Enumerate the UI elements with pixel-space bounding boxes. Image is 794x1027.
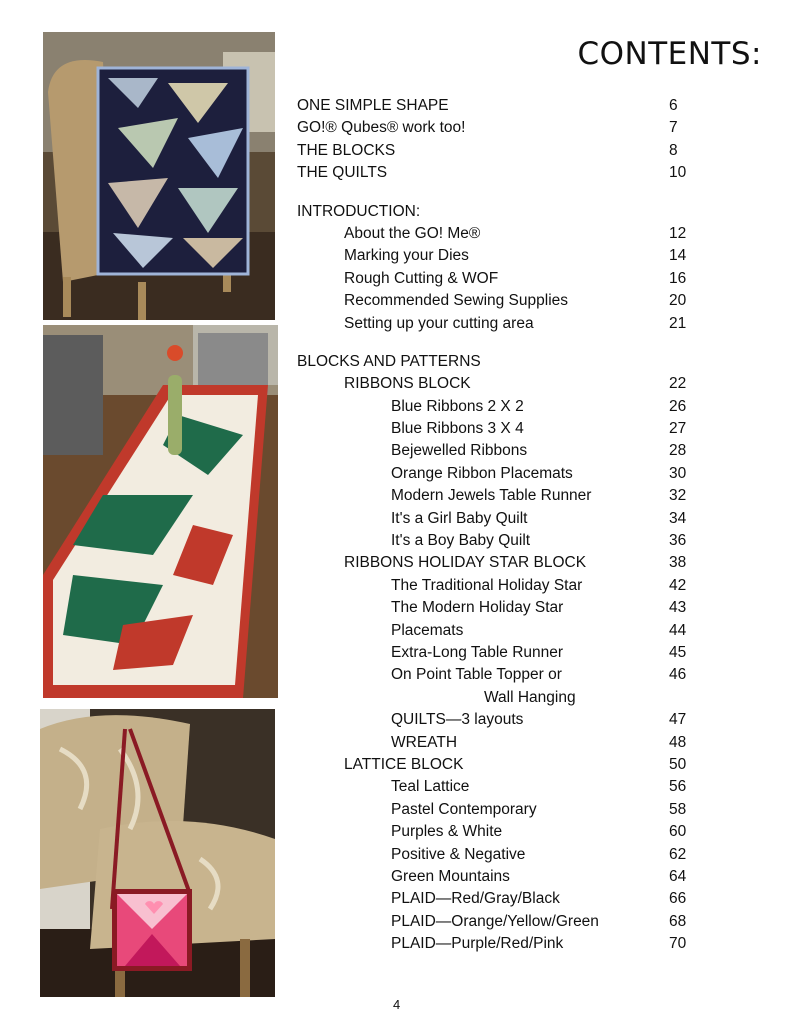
toc-entry[interactable]: Bejewelled Ribbons 28: [391, 442, 687, 460]
toc-entry[interactable]: PLAID—Red/Gray/Black 66: [391, 890, 687, 908]
toc-entry[interactable]: The Traditional Holiday Star 42: [391, 576, 687, 594]
toc-section-blocks: [297, 351, 707, 956]
toc-entry[interactable]: THE QUILTS 10: [297, 164, 687, 182]
toc-entry[interactable]: Blue Ribbons 2 X 2 26: [391, 397, 687, 415]
toc-heading: INTRODUCTION:: [297, 202, 421, 220]
table-of-contents: [297, 95, 707, 955]
toc-entry[interactable]: Green Mountains 64: [391, 867, 687, 885]
page-number: 4: [393, 997, 401, 1012]
toc-entry[interactable]: ONE SIMPLE SHAPE 6: [297, 97, 678, 114]
bag-photo: [40, 709, 275, 997]
toc-entry[interactable]: RIBBONS BLOCK 22: [344, 375, 687, 393]
toc-entry[interactable]: Marking your Dies 14: [344, 247, 687, 265]
quilt-photo: [43, 32, 275, 320]
toc-entry[interactable]: Pastel Contemporary 58: [391, 800, 687, 818]
toc-section-introduction: [297, 201, 707, 335]
toc-entry[interactable]: Positive & Negative 62: [391, 845, 687, 863]
toc-entry[interactable]: PLAID—Purple/Red/Pink 70: [391, 935, 687, 953]
toc-entry[interactable]: Orange Ribbon Placemats 30: [391, 464, 687, 482]
toc-entry[interactable]: Rough Cutting & WOF 16: [344, 269, 687, 287]
table-runner-photo: [43, 325, 278, 698]
toc-entry[interactable]: Placemats 44: [391, 621, 687, 639]
toc-entry[interactable]: Blue Ribbons 3 X 4 27: [391, 420, 687, 438]
toc-entry[interactable]: Purples & White 60: [391, 823, 687, 841]
toc-entry[interactable]: Setting up your cutting area 21: [344, 314, 687, 332]
toc-entry[interactable]: QUILTS—3 layouts 47: [391, 711, 687, 729]
page-title: CONTENTS:: [577, 36, 762, 72]
toc-entry[interactable]: The Modern Holiday Star 43: [391, 599, 687, 617]
toc-entry[interactable]: GO!® Qubes® work too! 7: [297, 119, 678, 137]
toc-heading: BLOCKS AND PATTERNS: [297, 352, 481, 370]
toc-entry[interactable]: Recommended Sewing Supplies 20: [344, 292, 687, 310]
toc-entry[interactable]: It's a Boy Baby Quilt 36: [391, 532, 687, 550]
toc-entry[interactable]: Modern Jewels Table Runner 32: [391, 487, 687, 505]
toc-entry-continuation[interactable]: Wall Hanging: [484, 688, 576, 706]
toc-entry[interactable]: Teal Lattice 56: [391, 778, 687, 796]
toc-entry[interactable]: LATTICE BLOCK 50: [344, 755, 687, 773]
toc-section-overview: [297, 95, 707, 185]
toc-entry[interactable]: Extra-Long Table Runner 45: [391, 643, 687, 661]
toc-entry[interactable]: About the GO! Me® 12: [344, 224, 687, 242]
toc-entry[interactable]: PLAID—Orange/Yellow/Green 68: [391, 912, 687, 930]
toc-entry[interactable]: THE BLOCKS 8: [297, 141, 678, 159]
toc-entry[interactable]: It's a Girl Baby Quilt 34: [391, 509, 687, 527]
toc-entry[interactable]: WREATH 48: [391, 733, 687, 751]
toc-entry[interactable]: On Point Table Topper or 46: [391, 666, 687, 684]
toc-entry[interactable]: RIBBONS HOLIDAY STAR BLOCK 38: [344, 554, 687, 572]
